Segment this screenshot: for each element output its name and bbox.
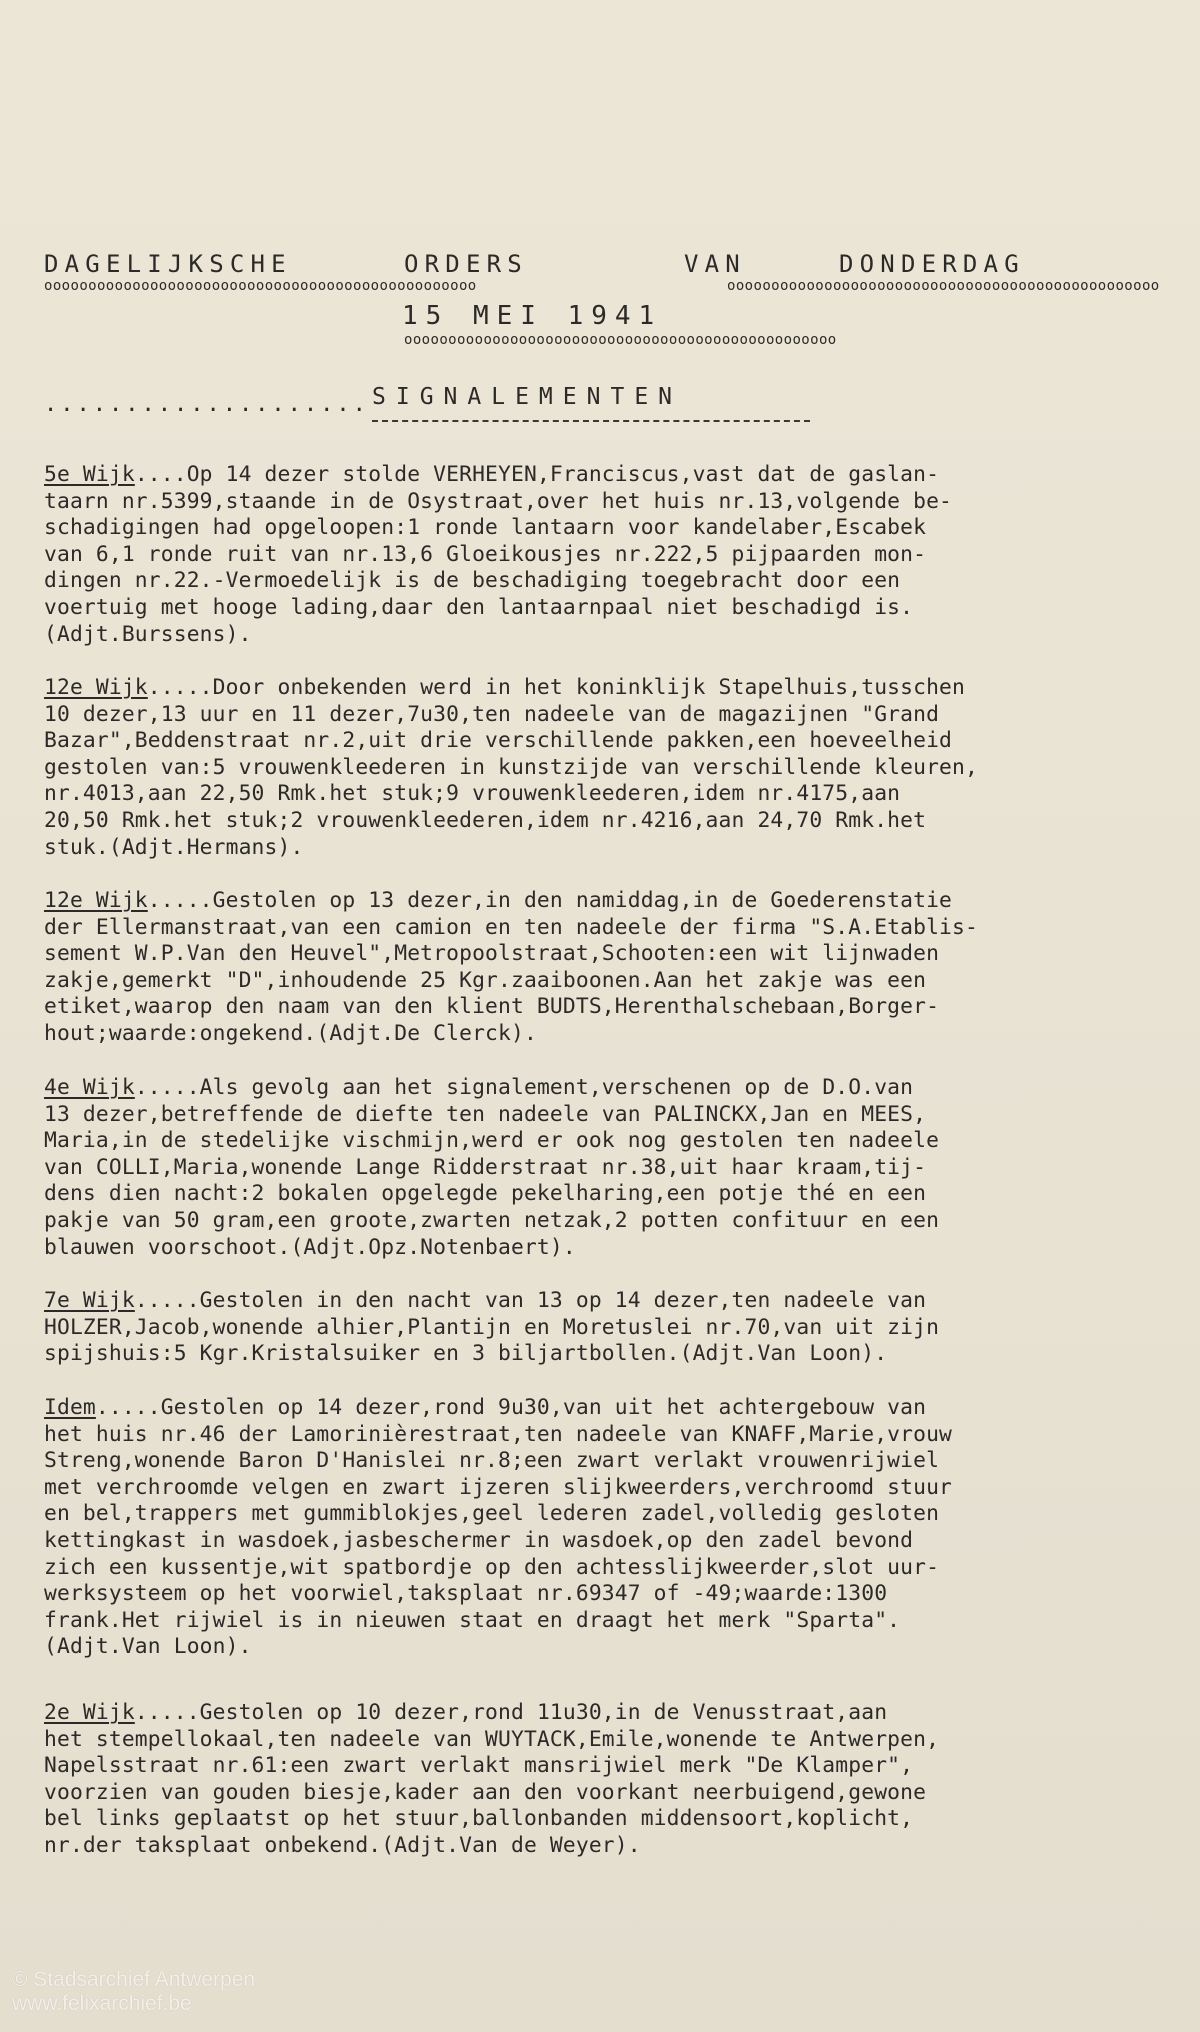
title-orders: ORDERS	[404, 250, 528, 278]
watermark-copyright: © Stadsarchief Antwerpen	[12, 1968, 256, 1991]
entry-line: sement W.P.Van den Heuvel",Metropoolstraat,Schooten:een wit lijnwaden	[44, 941, 940, 967]
entry-line: van COLLI,Maria,wonende Lange Ridderstraat nr.38,uit haar kraam,tij-	[44, 1154, 927, 1180]
entry-line: voorzien van gouden biesje,kader aan den voorkant neerbuigend,gewone	[44, 1779, 927, 1805]
entry-line: dingen nr.22.-Vermoedelijk is de beschadiging toegebracht door een	[44, 568, 901, 594]
entry-7	[44, 1700, 1154, 1860]
entry-line: nr.4013,aan 22,50 Rmk.het stuk;9 vrouwenkleederen,idem nr.4175,aan	[44, 781, 901, 807]
entry-line: spijshuis:5 Kgr.Kristalsuiker en 3 biljartbollen.(Adjt.Van Loon).	[44, 1341, 888, 1367]
entry-6	[44, 1395, 1154, 1661]
section-heading-row	[44, 384, 1144, 434]
entry-line: kettingkast in wasdoek,jasbeschermer in wasdoek,op den zadel bevond	[44, 1527, 914, 1553]
entry-wijk: 7e Wijk	[44, 1288, 135, 1313]
document-header	[44, 250, 1160, 360]
entry-line: Streng,wonende Baron D'Hanislei nr.8;een zwart verlakt vrouwenrijwiel	[44, 1448, 940, 1474]
title-underline-left: ooooooooooooooooooooooooooooooooooooooooooooooooo	[44, 278, 477, 294]
document-date: 15 MEI 1941	[402, 301, 663, 331]
entry-line: van 6,1 ronde ruit van nr.13,6 Gloeikousjes nr.222,5 pijpaarden mon-	[44, 541, 927, 567]
entry-2	[44, 675, 1154, 861]
entry-line: Napelsstraat nr.61:een zwart verlakt mansrijwiel merk "De Klamper",	[44, 1753, 914, 1779]
entry-line: met verchroomde velgen en zwart ijzeren slijkweerders,verchroomd stuur	[44, 1474, 953, 1500]
entry-line: 20,50 Rmk.het stuk;2 vrouwenkleederen,idem nr.4216,aan 24,70 Rmk.het	[44, 807, 927, 833]
entry-line: bel links geplaatst op het stuur,ballonbanden middensoort,koplicht,	[44, 1806, 914, 1832]
entry-line: 7e Wijk.....Gestolen in den nacht van 13 op 14 dezer,ten nadeele van	[44, 1288, 927, 1313]
entry-line: pakje van 50 gram,een groote,zwarten netzak,2 potten confituur en een	[44, 1207, 940, 1233]
entry-line: zich een kussentje,wit spatbordje op den achtesslijkweerder,slot uur-	[44, 1554, 940, 1580]
entry-line: schadigingen had opgeloopen:1 ronde lantaarn voor kandelaber,Escabek	[44, 515, 927, 541]
entry-line: 13 dezer,betreffende de diefte ten nadeele van PALINCKX,Jan en MEES,	[44, 1101, 927, 1127]
entry-line: etiket,waarop den naam van den klient BUDTS,Herenthalschebaan,Borger-	[44, 994, 940, 1020]
entry-line: 2e Wijk.....Gestolen op 10 dezer,rond 11u30,in de Venusstraat,aan	[44, 1700, 888, 1725]
entry-4	[44, 1075, 1154, 1261]
entry-line: het stempellokaal,ten nadeele van WUYTACK,Emile,wonende te Antwerpen,	[44, 1726, 940, 1752]
entry-line: 5e Wijk....Op 14 dezer stolde VERHEYEN,Franciscus,vast dat de gaslan-	[44, 462, 940, 487]
entry-line: frank.Het rijwiel is in nieuwen staat en draagt het merk "Sparta".	[44, 1607, 901, 1633]
entry-line: werksysteem op het voorwiel,taksplaat nr.69347 of -49;waarde:1300	[44, 1581, 888, 1607]
entry-line: (Adjt.Burssens).	[44, 621, 252, 647]
section-leader-dots: ....................	[44, 392, 369, 417]
entry-line: gestolen van:5 vrouwenkleederen in kunstzijde van verschillende kleuren,	[44, 754, 978, 780]
entry-line: der Ellermanstraat,van een camion en ten nadeele der firma "S.A.Etablis-	[44, 914, 978, 940]
entry-line: zakje,gemerkt "D",inhoudende 25 Kgr.zaaiboonen.Aan het zakje was een	[44, 967, 927, 993]
entry-line: Bazar",Beddenstraat nr.2,uit drie verschillende pakken,een hoeveelheid	[44, 728, 953, 754]
entry-line: 12e Wijk.....Door onbekenden werd in het koninklijk Stapelhuis,tusschen	[44, 675, 966, 700]
entry-line: het huis nr.46 der Lamorinièrestraat,ten nadeele van KNAFF,Marie,vrouw	[44, 1421, 953, 1447]
entry-wijk: 5e Wijk	[44, 462, 135, 487]
entry-5	[44, 1288, 1154, 1368]
title-dagelijksche: DAGELIJKSCHE	[44, 250, 292, 278]
entry-line: 10 dezer,13 uur en 11 dezer,7u30,ten nadeele van de magazijnen "Grand	[44, 701, 940, 727]
entry-3	[44, 888, 1154, 1048]
watermark-url: www.felixarchief.be	[12, 1992, 192, 2015]
title-donderdag: DONDERDAG	[839, 250, 1025, 278]
entry-line: hout;waarde:ongekend.(Adjt.De Clerck).	[44, 1020, 537, 1046]
title-van: VAN	[684, 250, 746, 278]
entry-line: 12e Wijk.....Gestolen op 13 dezer,in den namiddag,in de Goederenstatie	[44, 888, 953, 913]
entry-wijk: 4e Wijk	[44, 1075, 135, 1100]
entry-wijk: 12e Wijk	[44, 888, 148, 913]
entry-line: nr.der taksplaat onbekend.(Adjt.Van de Weyer).	[44, 1832, 641, 1858]
entry-line: (Adjt.Van Loon).	[44, 1634, 252, 1660]
entry-line: Idem.....Gestolen op 14 dezer,rond 9u30,van uit het achtergebouw van	[44, 1395, 927, 1420]
entry-wijk: 2e Wijk	[44, 1700, 135, 1725]
section-title-underline	[372, 420, 810, 424]
title-underline-right: ooooooooooooooooooooooooooooooooooooooooooooooooo	[727, 278, 1160, 294]
archive-watermark	[12, 1968, 255, 2016]
date-underline: ooooooooooooooooooooooooooooooooooooooooooooooooo	[404, 332, 837, 348]
entry-line: blauwen voorschoot.(Adjt.Opz.Notenbaert).	[44, 1234, 576, 1260]
section-title: SIGNALEMENTEN	[372, 384, 683, 410]
entry-wijk: Idem	[44, 1395, 96, 1420]
entry-line: HOLZER,Jacob,wonende alhier,Plantijn en Moretuslei nr.70,van uit zijn	[44, 1314, 940, 1340]
entry-wijk: 12e Wijk	[44, 675, 148, 700]
entry-line: dens dien nacht:2 bokalen opgelegde pekelharing,een potje thé en een	[44, 1181, 927, 1207]
entry-line: taarn nr.5399,staande in de Osystraat,over het huis nr.13,volgende be-	[44, 488, 953, 514]
entry-line: en bel,trappers met gummiblokjes,geel lederen zadel,volledig gesloten	[44, 1501, 940, 1527]
entry-line: stuk.(Adjt.Hermans).	[44, 834, 304, 860]
entry-line: voertuig met hooge lading,daar den lantaarnpaal niet beschadigd is.	[44, 594, 914, 620]
entry-line: Maria,in de stedelijke vischmijn,werd er ook nog gestolen ten nadeele	[44, 1128, 940, 1154]
entry-1	[44, 462, 1154, 648]
entry-line: 4e Wijk.....Als gevolg aan het signalement,verschenen op de D.O.van	[44, 1075, 914, 1100]
